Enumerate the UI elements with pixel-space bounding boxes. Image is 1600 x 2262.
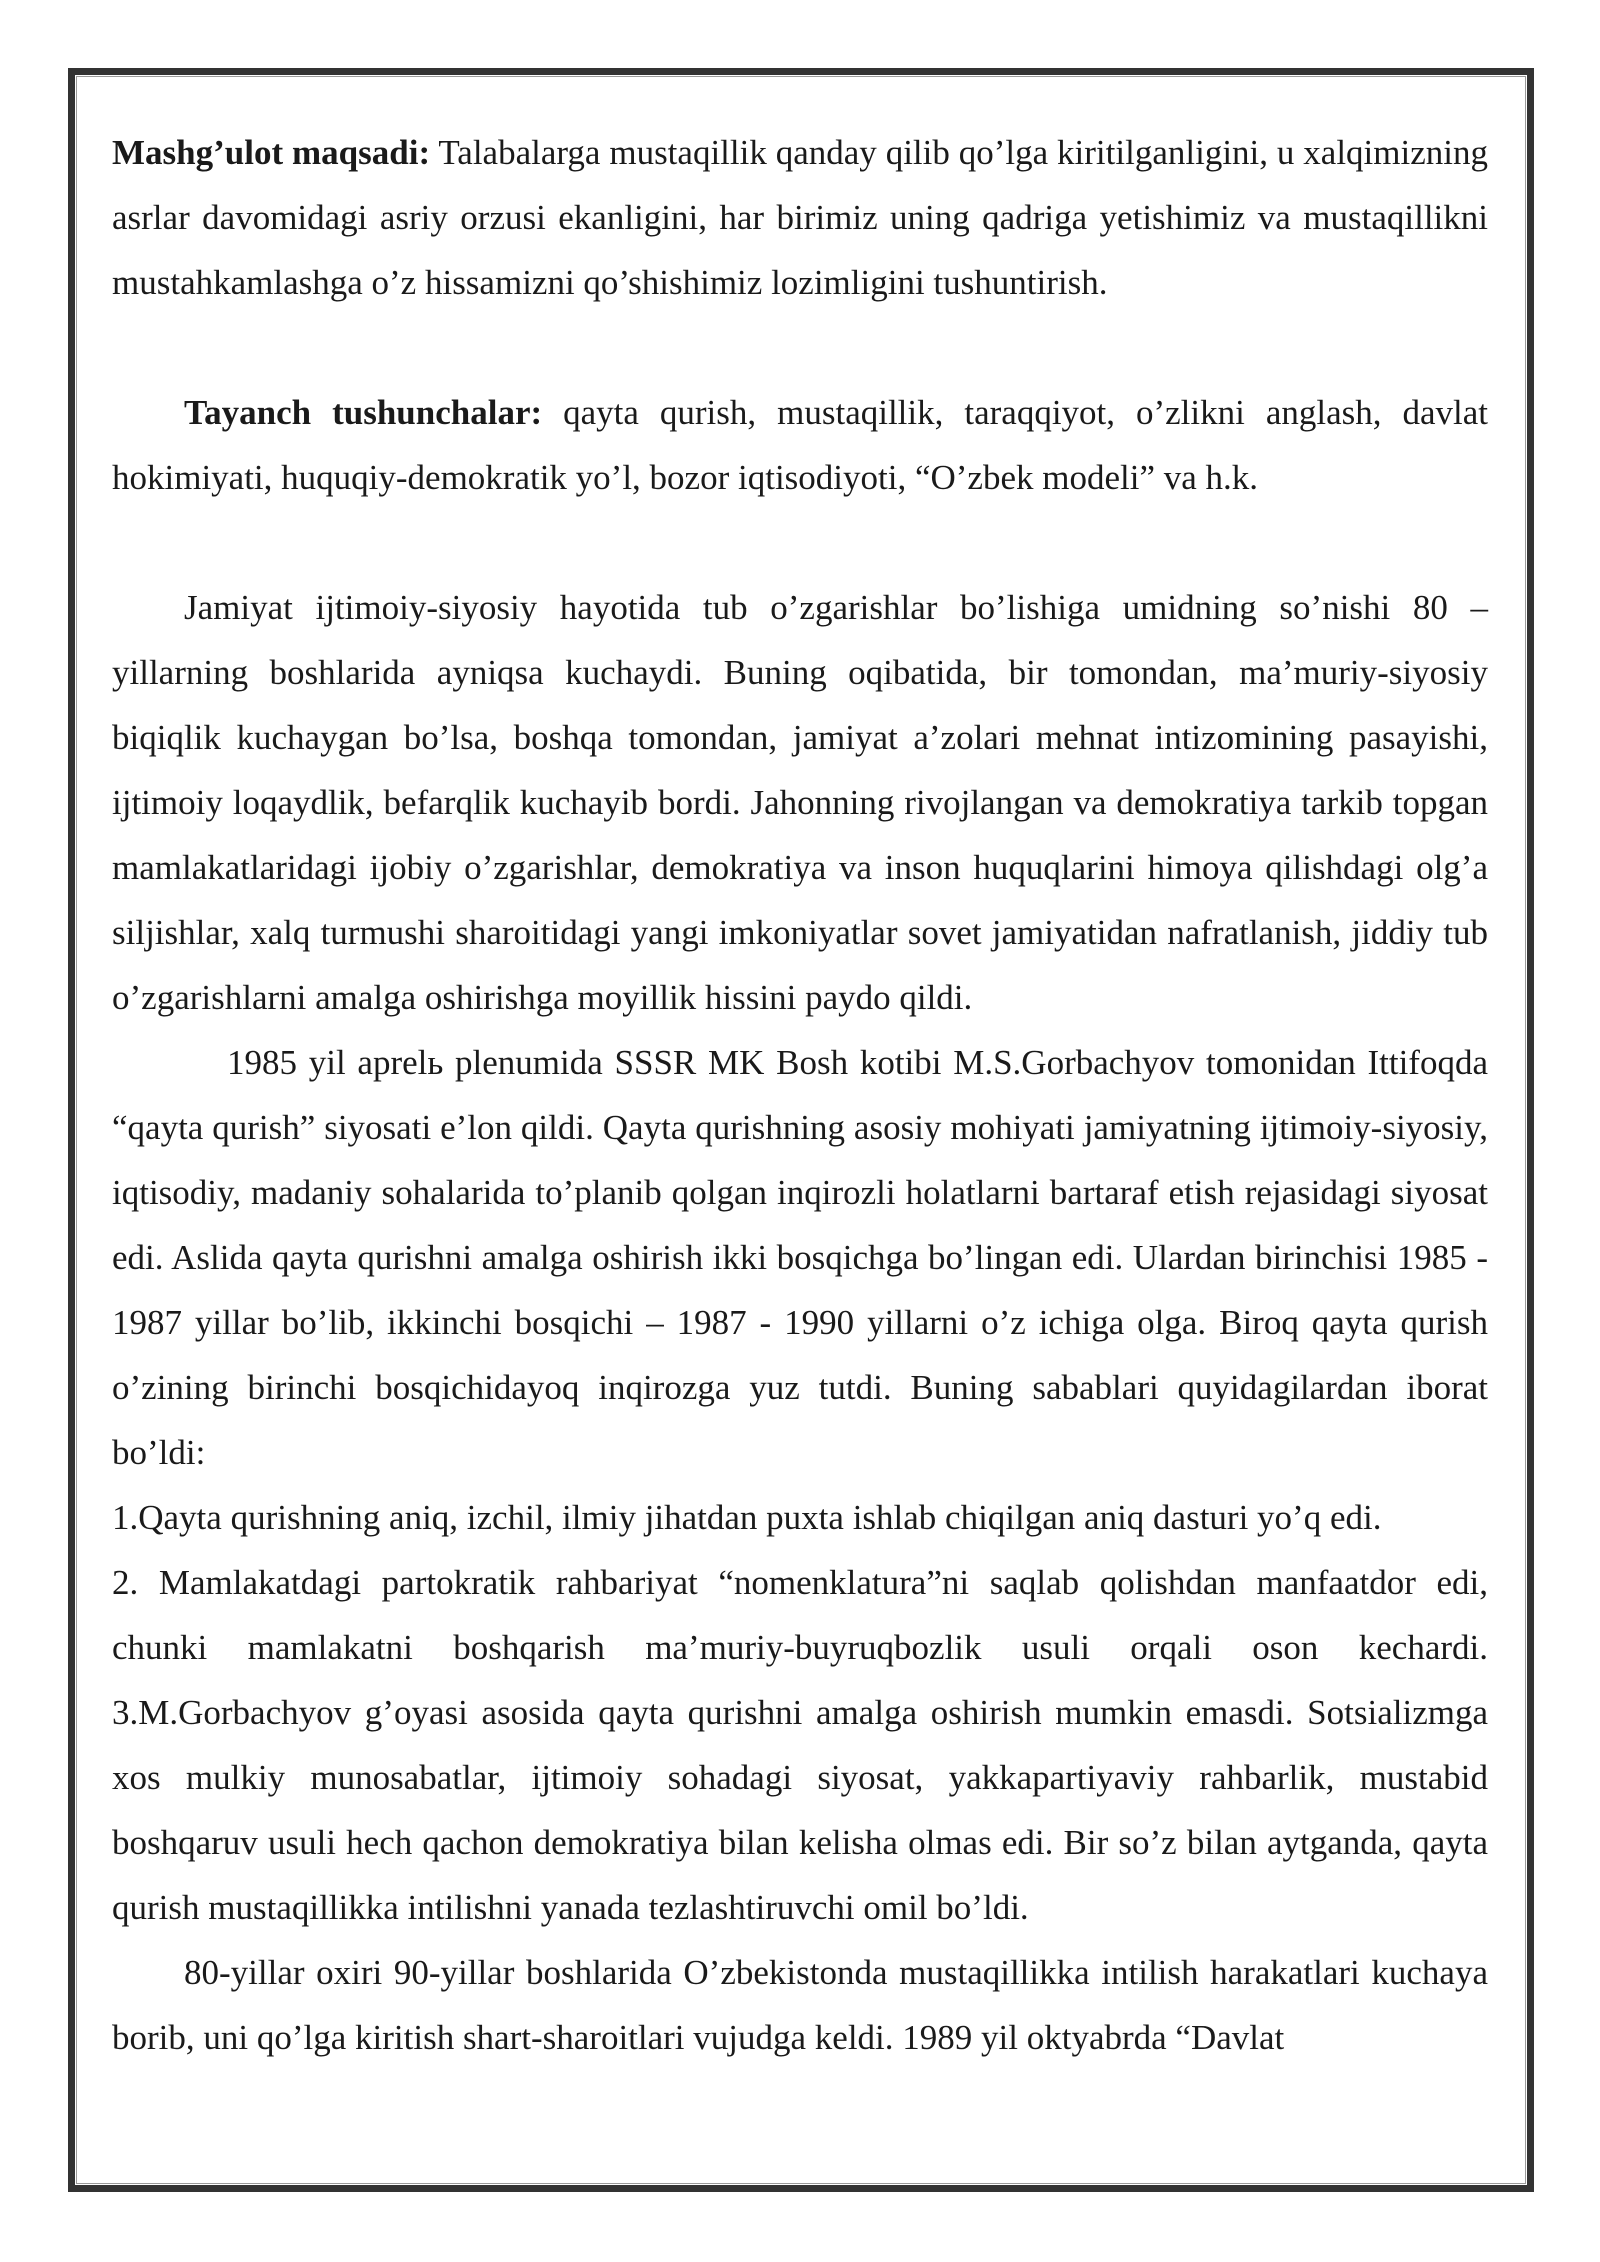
objective-label: Mashg’ulot maqsadi: [112,133,431,172]
closing-paragraph: 80-yillar oxiri 90-yillar boshlarida O’zbekistonda mustaqillikka intilish harakatlari kuchaya borib, uni qo’lga kiritish shart-sharoitlari vujudga keldi. 1989 yil oktyabrda “Davlat [112,1953,1488,2057]
objective-paragraph [112,120,1488,315]
body-paragraph-2: 1985 yil aprelь plenumida SSSR MK Bosh kotibi M.S.Gorbachyov tomonidan Ittifoqda “qayta qurish” siyosati e’lon qildi. Qayta qurishning asosiy mohiyati jamiyatning ijtimoiy-siyosiy, iqtisodiy, madaniy sohalarida to’planib qolgan inqirozli holatlarni bartaraf etish rejasidagi siyosat edi. Aslida qayta qurishni amalga oshirish ikki bosqichga bo’lingan edi. Ulardan birinchisi 1985 - 1987 yillar bo’lib, ikkinchi bosqichi – 1987 - 1990 yillarni o’z ichiga olga. Biroq qayta qurish o’zining birinchi bosqichidayoq inqirozga yuz tutdi. Buning sabablari quyidagilardan iborat bo’ldi: [112,1043,1488,1472]
concepts-label: Tayanch tushunchalar: [184,393,543,432]
spacer [112,510,1488,575]
spacer [112,315,1488,380]
concepts-paragraph [112,380,1488,510]
reason-item-2: 2. Mamlakatdagi partokratik rahbariyat “nomenklatura”ni saqlab qolishdan manfaatdor edi, chunki mamlakatni boshqarish ma’muriy-buyruqbozlik usuli orqali oson kechardi. 3.M.Gorbachyov g’oyasi asosida qayta qurishni amalga oshirish mumkin emasdi. Sotsializmga xos mulkiy munosabatlar, ijtimoiy sohadagi siyosat, yakkapartiyaviy rahbarlik, mustabid boshqaruv usuli hech qachon demokratiya bilan kelisha olmas edi. Bir so’z bilan aytganda, qayta qurish mustaqillikka intilishni yanada tezlashtiruvchi omil bo’ldi. [112,1563,1488,1927]
objective-text: Talabalarga mustaqillik qanday qilib qo’lga kiritilganligini, u xalqimizning asrlar davomidagi asriy orzusi ekanligini, har birimiz uning qadriga yetishimiz va mustaqillikni mustahkamlashga o’z hissamizni qo’shishimiz lozimligini tushuntirish. [112,133,1488,302]
body-paragraph-1: Jamiyat ijtimoiy-siyosiy hayotida tub o’zgarishlar bo’lishiga umidning so’nishi 80 – yillarning boshlarida ayniqsa kuchaydi. Buning oqibatida, bir tomondan, ma’muriy-siyosiy biqiqlik kuchaygan bo’lsa, boshqa tomondan, jamiyat a’zolari mehnat intizomining pasayishi, ijtimoiy loqaydlik, befarqlik kuchayib bordi. Jahonning rivojlangan va demokratiya tarkib topgan mamlakatlaridagi ijobiy o’zgarishlar, demokratiya va inson huquqlarini himoya qilishdagi olg’a siljishlar, xalq turmushi sharoitidagi yangi imkoniyatlar sovet jamiyatidan nafratlanish, jiddiy tub o’zgarishlarni amalga oshirishga moyillik hissini paydo qildi. [112,588,1488,1017]
document-body [112,120,1488,2070]
concepts-text: qayta qurish, mustaqillik, taraqqiyot, o’zlikni anglash, davlat hokimiyati, huquqiy-demokratik yo’l, bozor iqtisodiyoti, “O’zbek modeli” va h.k. [112,393,1489,497]
reason-item-1: 1.Qayta qurishning aniq, izchil, ilmiy jihatdan puxta ishlab chiqilgan aniq dasturi yo’q edi. [112,1498,1382,1537]
